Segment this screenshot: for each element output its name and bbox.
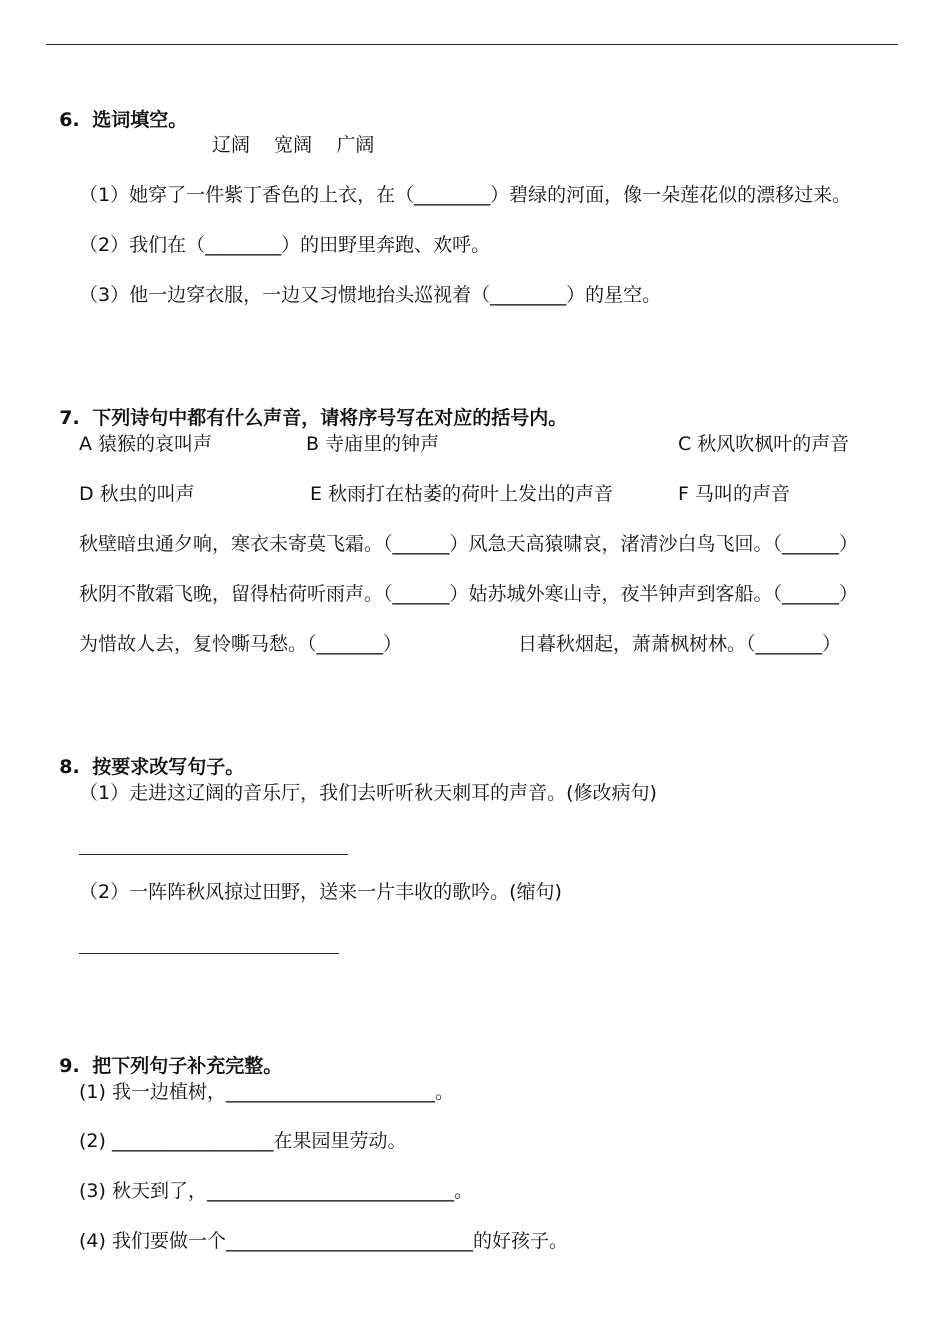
q7-number: 7. bbox=[59, 407, 80, 429]
q8-answer-line-2[interactable] bbox=[79, 953, 339, 954]
q9-number: 9. bbox=[59, 1055, 80, 1077]
q8-title: 按要求改写句子。 bbox=[92, 756, 245, 778]
q9-heading bbox=[46, 1030, 282, 1078]
q7-title: 下列诗句中都有什么声音，请将序号写在对应的括号内。 bbox=[92, 407, 568, 429]
q6-item-2: （2）我们在（________）的田野里奔跑、欢呼。 bbox=[79, 234, 491, 256]
q7-option-f: F 马叫的声音 bbox=[678, 483, 790, 505]
q9-item-1: (1) 我一边植树，______________________。 bbox=[79, 1081, 454, 1103]
q7-option-a: A 猿猴的哀叫声 bbox=[79, 433, 213, 455]
q6-word-bank: 辽阔 宽阔 广阔 bbox=[212, 134, 375, 156]
q6-number: 6. bbox=[59, 109, 80, 131]
q7-heading bbox=[46, 382, 567, 430]
q8-number: 8. bbox=[59, 756, 80, 778]
q8-answer-line-1[interactable] bbox=[79, 854, 348, 855]
q7-poem-row-1: 秋壁暗虫通夕响，寒衣未寄莫飞霜。（______）风急天高猿啸哀，渚清沙白鸟飞回。（______） bbox=[79, 533, 859, 555]
q7-option-b: B 寺庙里的钟声 bbox=[306, 433, 440, 455]
q6-item-1: （1）她穿了一件紫丁香色的上衣，在（________）碧绿的河面，像一朵莲花似的漂移过来。 bbox=[79, 184, 852, 206]
q7-option-e: E 秋雨打在枯萎的荷叶上发出的声音 bbox=[310, 483, 614, 505]
q6-item-3: （3）他一边穿衣服，一边又习惯地抬头巡视着（________）的星空。 bbox=[79, 284, 662, 306]
q6-title: 选词填空。 bbox=[92, 109, 188, 131]
q7-option-c: C 秋风吹枫叶的声音 bbox=[678, 433, 850, 455]
q7-poem-5: 为惜故人去，复怜嘶马愁。（_______） bbox=[79, 633, 403, 655]
q7-option-d: D 秋虫的叫声 bbox=[79, 483, 195, 505]
q7-poem-6: 日暮秋烟起，萧萧枫树林。（_______） bbox=[518, 633, 842, 655]
q9-item-3: (3) 秋天到了，__________________________。 bbox=[79, 1180, 473, 1202]
q7-poem-row-2: 秋阴不散霜飞晚，留得枯荷听雨声。（______）姑苏城外寒山寺，夜半钟声到客船。（______） bbox=[79, 583, 859, 605]
q8-item-1: （1）走进这辽阔的音乐厅，我们去听听秋天刺耳的声音。(修改病句) bbox=[79, 782, 657, 804]
q9-item-2: (2) _________________在果园里劳动。 bbox=[79, 1130, 407, 1152]
top-rule bbox=[46, 44, 898, 45]
q9-title: 把下列句子补充完整。 bbox=[92, 1055, 283, 1077]
q8-heading bbox=[46, 731, 244, 779]
q6-heading bbox=[46, 84, 187, 132]
q8-item-2: （2）一阵阵秋风掠过田野，送来一片丰收的歌吟。(缩句) bbox=[79, 881, 562, 903]
q9-item-4: (4) 我们要做一个__________________________的好孩子。 bbox=[79, 1230, 568, 1252]
